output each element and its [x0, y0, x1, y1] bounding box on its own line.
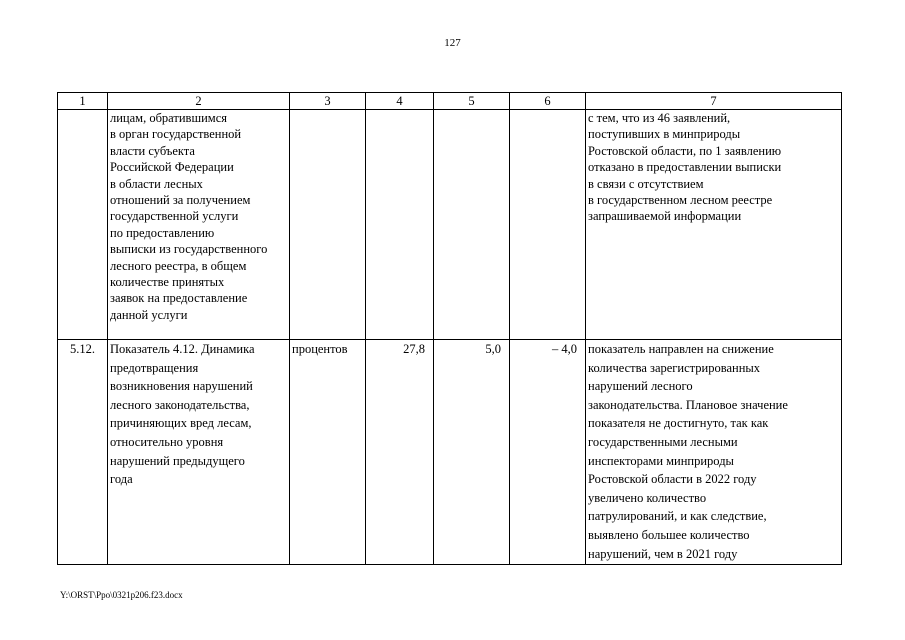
comment-cell: с тем, что из 46 заявлений, поступивших в минприроды Ростовской области, по 1 заявлению отказано в предоставлении выписки в связи с отсутствием в государственном лесном реестре запрашиваемой информации — [586, 110, 842, 340]
table-row — [58, 110, 842, 340]
header-cell-3: 3 — [290, 93, 366, 110]
header-cell-7: 7 — [586, 93, 842, 110]
header-cell-2: 2 — [108, 93, 290, 110]
value-cell-3: – 4,0 — [510, 340, 586, 565]
file-path-footer: Y:\ORST\Ppo\0321p206.f23.docx — [60, 590, 183, 600]
header-cell-1: 1 — [58, 93, 108, 110]
header-cell-4: 4 — [366, 93, 434, 110]
value-cell-2 — [434, 110, 510, 340]
header-row — [58, 93, 842, 110]
indicator-cell: Показатель 4.12. Динамика предотвращения возникновения нарушений лесного законодательства, причиняющих вред лесам, относительно уровня нарушений предыдущего года — [108, 340, 290, 565]
report-table — [57, 92, 842, 565]
row-number-cell: 5.12. — [58, 340, 108, 565]
header-cell-6: 6 — [510, 93, 586, 110]
value-cell-3 — [510, 110, 586, 340]
unit-cell — [290, 110, 366, 340]
value-cell-1: 27,8 — [366, 340, 434, 565]
unit-cell: процентов — [290, 340, 366, 565]
indicator-cell: лицам, обратившимся в орган государственной власти субъекта Российской Федерации в области лесных отношений за получением государственной услуги по предоставлению выписки из государственного лесного реестра, в общем количестве принятых заявок на предоставление данной услуги — [108, 110, 290, 340]
value-cell-2: 5,0 — [434, 340, 510, 565]
header-cell-5: 5 — [434, 93, 510, 110]
value-cell-1 — [366, 110, 434, 340]
comment-cell: показатель направлен на снижение количества зарегистрированных нарушений лесного законодательства. Плановое значение показателя не достигнуто, так как государственными лесными инспекторами минприроды Ростовской области в 2022 году увеличено количество патрулирований, и как следствие, выявлено большее количество нарушений, чем в 2021 году — [586, 340, 842, 565]
row-number-cell — [58, 110, 108, 340]
table-row — [58, 340, 842, 565]
page-number: 127 — [444, 37, 461, 49]
